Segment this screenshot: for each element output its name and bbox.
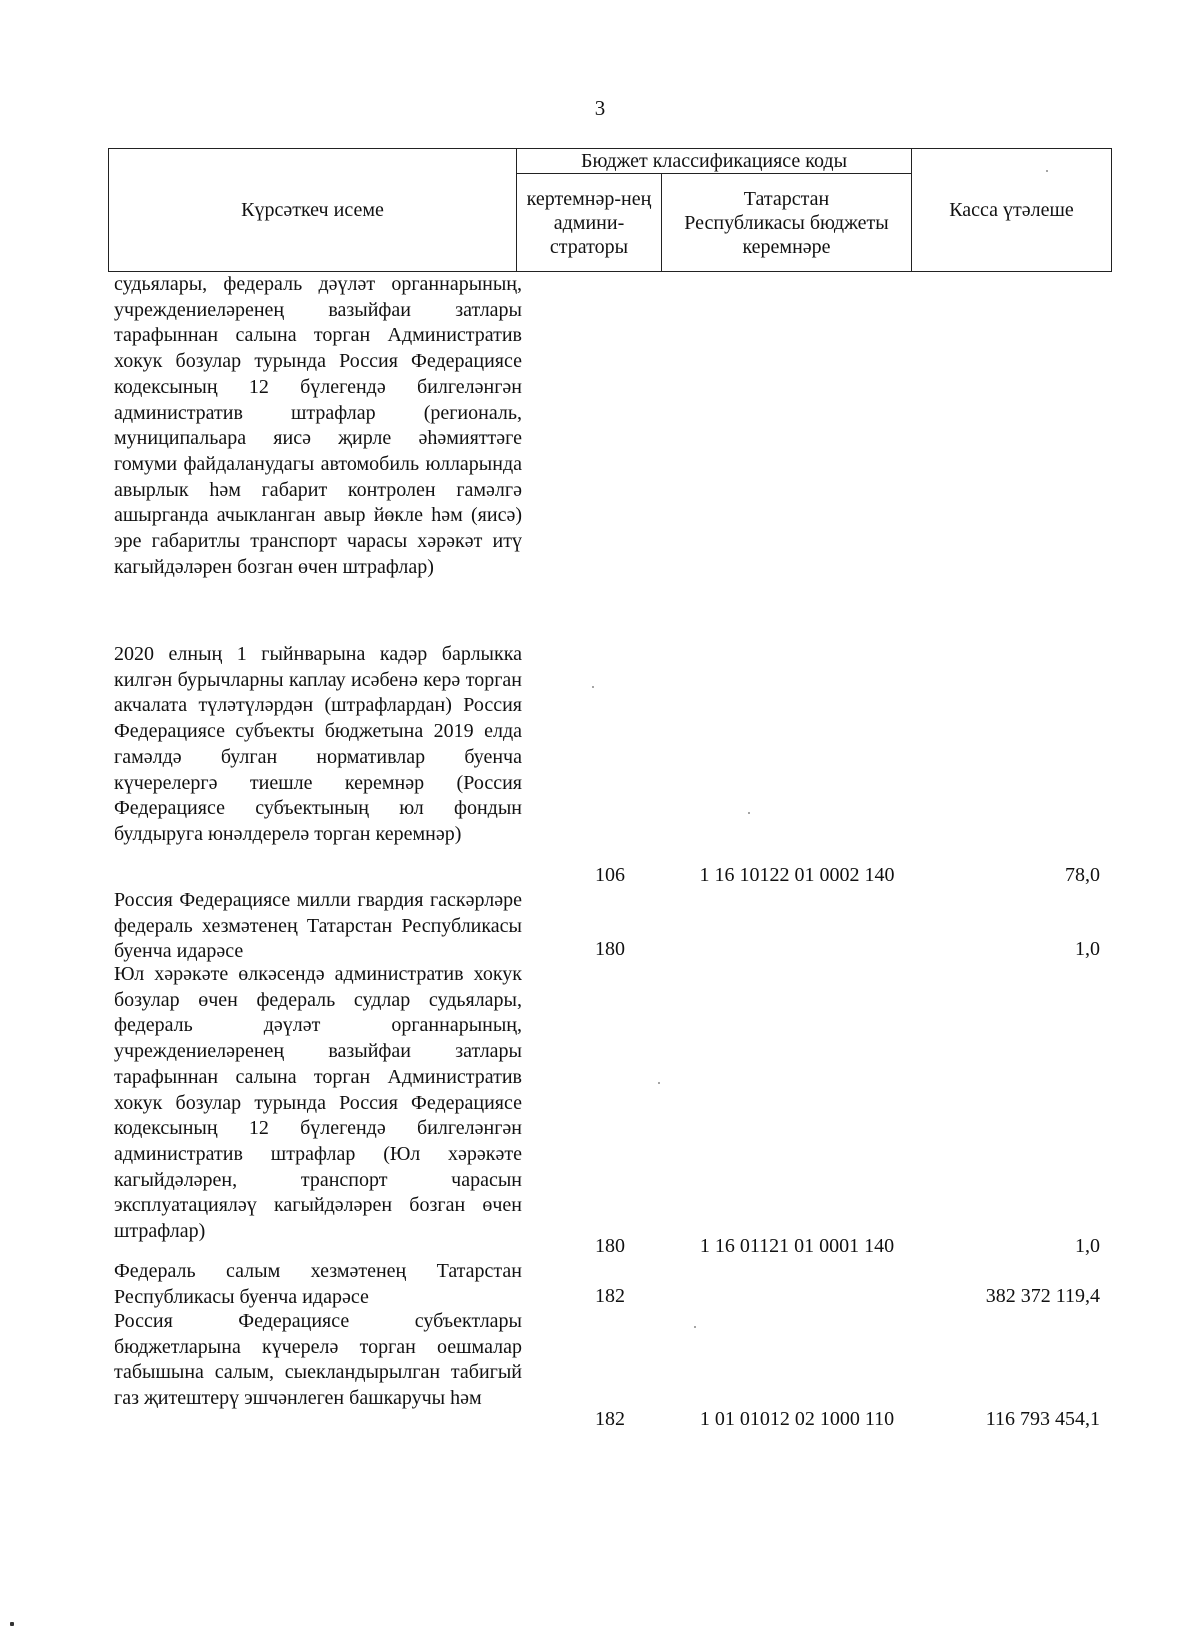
row-description: Федераль салым хезмәтенең Татарстан Республикасы буенча идарәсе <box>114 1260 522 1308</box>
scan-speck <box>658 1082 660 1084</box>
row-admin-code: 106 <box>595 864 625 886</box>
row-amount: 1,0 <box>1075 938 1100 960</box>
scan-speck <box>748 812 750 814</box>
row-description: 2020 елның 1 гыйнварына кадәр барлыкка килгән бурычларны каплау исәбенә керә торган акчалата түләтүләрдән (штрафлардан) Россия Федерациясе субъекты бюджетына 2019 елда гамәлдә булган нормативлар буенча күчерелергә тиешле керемнәр (Россия Федерациясе субъектының юл фондын булдыруга юнәлдерелә торган керемнәр) <box>114 643 522 845</box>
row-budget-code: 1 16 01121 01 0001 140 <box>699 1235 895 1257</box>
row-description: Россия Федерациясе субъектлары бюджетларына күчерелә торган оешмалар табышына салым, сыекландырылган табигый газ җитештерү эшчәнлеген башкаручы һәм <box>114 1310 522 1410</box>
row-budget-code: 1 16 10122 01 0002 140 <box>699 864 895 886</box>
page-number: 3 <box>594 96 606 120</box>
scan-speck <box>10 1622 14 1626</box>
header-indicator-name: Күрсәткеч исеме <box>109 149 517 272</box>
row-admin-code: 182 <box>595 1285 625 1307</box>
row-amount: 78,0 <box>1065 864 1100 886</box>
row-description: Юл хәрәкәте өлкәсендә административ хокук бозулар өчен федераль судлар судьялары, федераль дәүләт органнарының, учреждениеләренең вазыйфаи затлары тарафыннан салына торган Административ хокук бозулар турында Россия Федерациясе кодексының 12 бүлегендә билгеләнгән административ штрафлар (Юл хәрәкәте кагыйдәләрен, транспорт чарасын эксплуатацияләү кагыйдәләрен бозган өчен штрафлар) <box>114 963 522 1243</box>
header-budget-codes: Бюджет классификациясе коды <box>517 149 912 174</box>
row-description: Россия Федерациясе милли гвардия гаскәрләре федераль хезмәтенең Татарстан Республикасы буенча идарәсе <box>114 889 522 963</box>
header-revenues: Татарстан Республикасы бюджеты керемнәре <box>662 174 912 272</box>
scan-speck <box>1046 170 1048 172</box>
header-cash-execution: Касса үтәлеше <box>912 149 1112 272</box>
scan-speck <box>694 1326 696 1328</box>
row-admin-code: 180 <box>595 1235 625 1257</box>
row-admin-code: 180 <box>595 938 625 960</box>
row-amount: 116 793 454,1 <box>985 1408 1100 1430</box>
row-admin-code: 182 <box>595 1408 625 1430</box>
header-administrators: кертемнәр-нең админи-страторы <box>517 174 662 272</box>
row-amount: 382 372 119,4 <box>985 1285 1100 1307</box>
row-description: судьялары, федераль дәүләт органнарының, учреждениеләренең вазыйфаи затлары тарафыннан салына торган Административ хокук бозулар турында Россия Федерациясе кодексының 12 бүлегендә билгеләнгән административ штрафлар (региональ, муниципальара яисә җирле әһәмияттәге гомуми файдаланудагы автомобиль юлларында авырлык һәм габарит контролен гамәлгә ашырганда ачыкланган авыр йөкле һәм (яисә) эре габаритлы транспорт чарасы хәрәкәт итү кагыйдәләрен бозган өчен штрафлар) <box>114 273 522 578</box>
row-budget-code: 1 01 01012 02 1000 110 <box>699 1408 895 1430</box>
scan-speck <box>592 686 594 688</box>
row-amount: 1,0 <box>1075 1235 1100 1257</box>
